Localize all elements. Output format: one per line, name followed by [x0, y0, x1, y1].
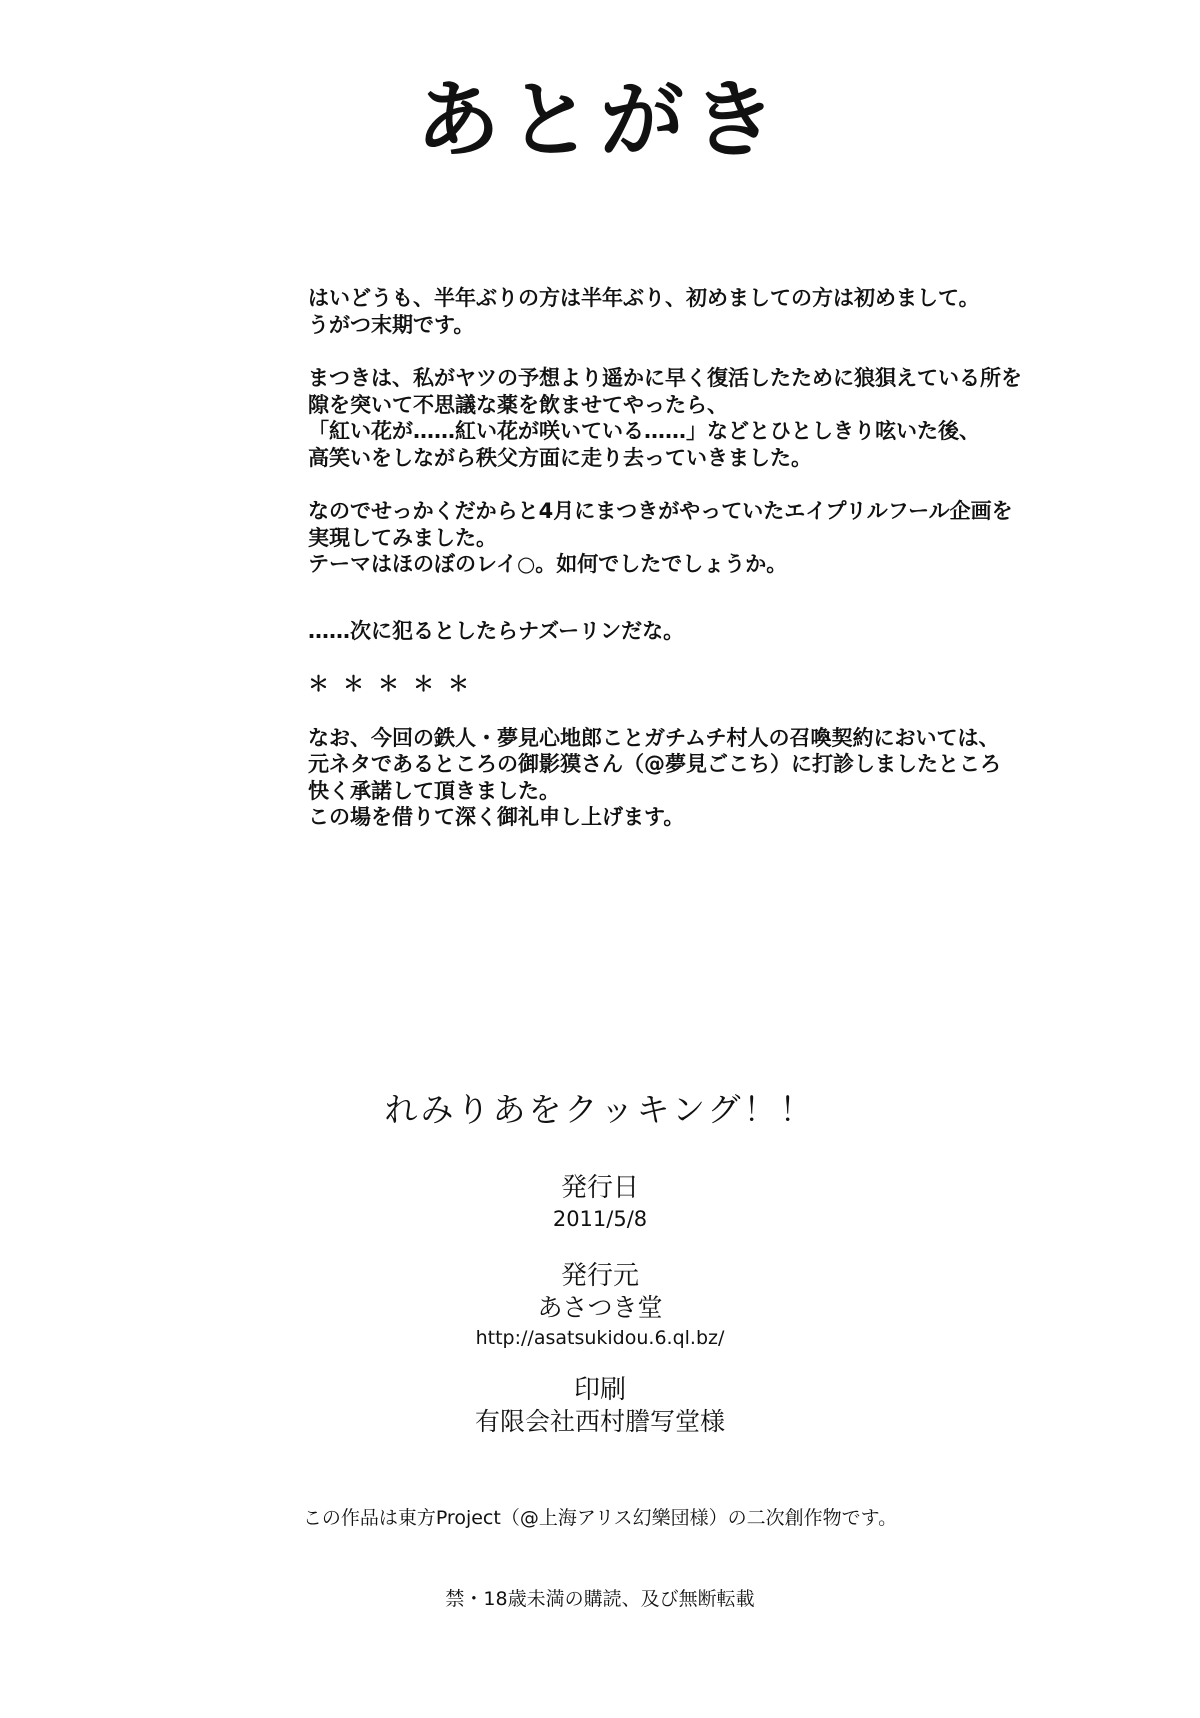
text-line: なお、今回の鉄人・夢見心地郎ことガチムチ村人の召喚契約においては、: [308, 725, 1000, 750]
copyright-notice: この作品は東方Project（@上海アリス幻樂団様）の二次創作物です。: [302, 1507, 898, 1529]
text-line: うがつ末期です。: [308, 312, 475, 337]
text-line: 「紅い花が……紅い花が咲いている……」などとひとしきり呟いた後、: [308, 419, 980, 443]
issue-date: 2011/5/8: [552, 1207, 648, 1232]
text-line: ＊＊＊＊＊: [308, 672, 483, 696]
text-line: 実現してみました。: [308, 525, 497, 550]
page-title: あとがき: [415, 71, 784, 169]
text-line: 快く承諾して頂きました。: [308, 778, 560, 803]
text-line: はいどうも、半年ぶりの方は半年ぶり、初めましての方は初めまして。: [308, 286, 980, 310]
book-title: れみりあをクッキング！！: [384, 1090, 816, 1129]
text-line: 隙を突いて不思議な薬を飲ませてやったら、: [308, 392, 728, 417]
afterword-body: [308, 285, 1128, 858]
text-line: 元ネタであるところの御影獏さん（@夢見ごこち）に打診しましたところ: [308, 752, 1001, 776]
separator-stars: [308, 671, 1128, 698]
text-line: 高笑いをしながら秩父方面に走り去っていきました。: [308, 445, 812, 470]
text-line: まつきは、私がヤツの予想より遥かに早く復活したために狼狽えている所を: [308, 366, 1022, 390]
printer-name: 有限会社西村謄写堂様: [474, 1407, 725, 1437]
age-warning: 禁・18歳未満の購読、及び無断転載: [445, 1588, 755, 1610]
text-line: テーマはほのぼのレイ○。如何でしたでしょうか。: [308, 552, 788, 576]
publisher-label: 発行元: [560, 1261, 639, 1292]
publisher-name: あさつき堂: [537, 1293, 663, 1323]
publisher-url: http://asatsukidou.6.ql.bz/: [475, 1327, 725, 1350]
paragraph-greeting: [308, 285, 1128, 338]
paragraph-thanks: [308, 725, 1128, 831]
colophon: [0, 1092, 1200, 1438]
text-line: この場を借りて深く御礼申し上げます。: [308, 805, 685, 829]
printer-label: 印刷: [573, 1375, 626, 1406]
paragraph-next: [308, 618, 1128, 645]
issue-date-label: 発行日: [560, 1173, 639, 1204]
paragraph-theme: [308, 498, 1128, 578]
paragraph-story: [308, 365, 1128, 471]
text-line: ……次に犯るとしたらナズーリンだな。: [308, 618, 685, 643]
text-line: なのでせっかくだからと4月にまつきがやっていたエイプリルフール企画を: [308, 499, 1013, 523]
